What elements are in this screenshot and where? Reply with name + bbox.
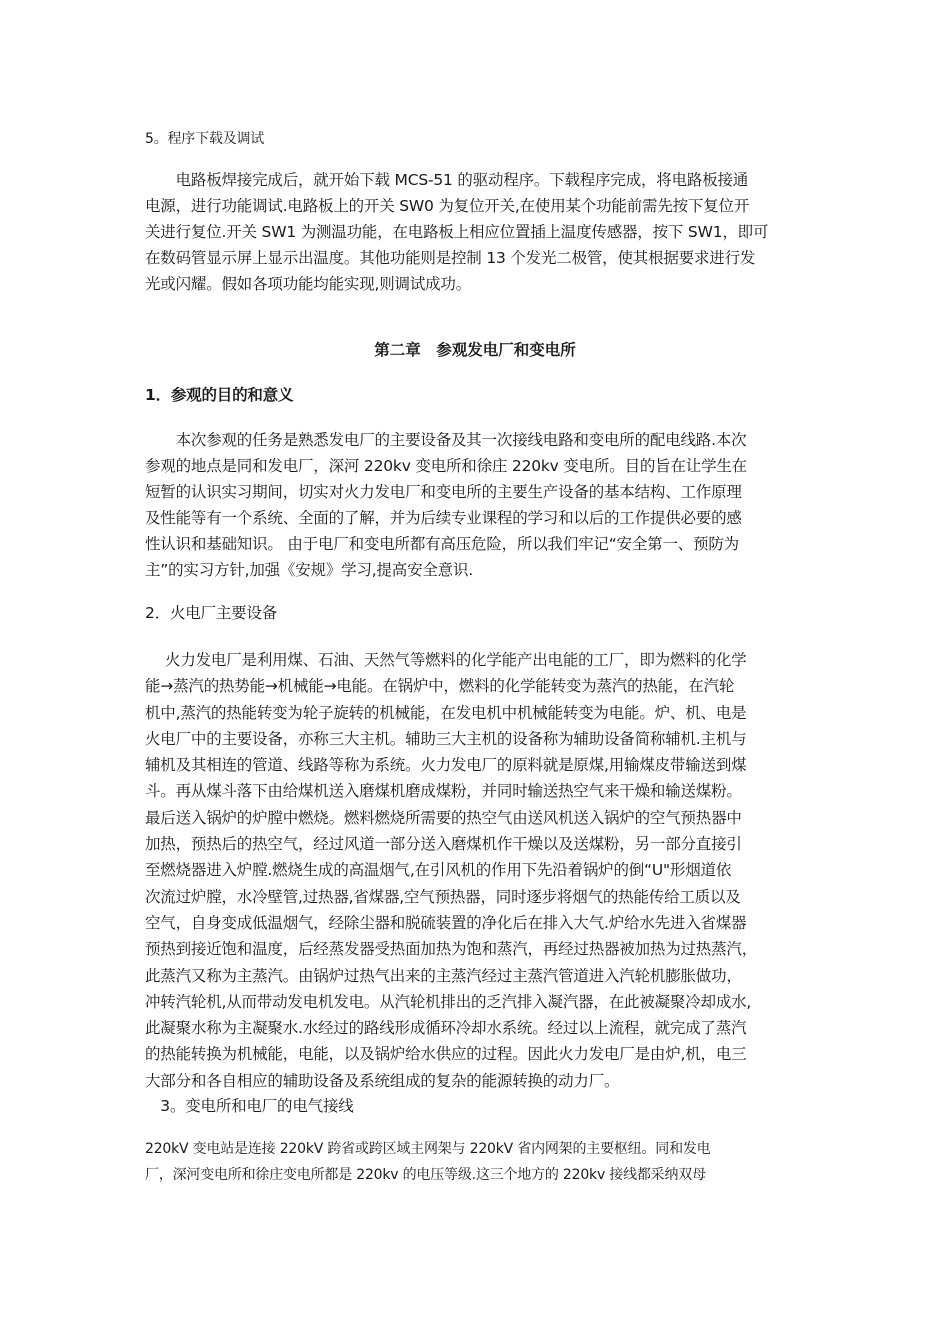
section-3-heading: 3。变电所和电厂的电气接线 <box>145 1097 354 1115</box>
section-3-paragraph: 220kV 变电站是连接 220kV 跨省或跨区域主网架与 220kV 省内网架的主要枢纽。同和发电 厂，深河变电所和徐庄变电所都是 220kv 的电压等级.这三个地方的 220kv 接线都采纳双母 <box>145 1141 711 1183</box>
section-2-paragraph: 火力发电厂是利用煤、石油、天然气等燃料的化学能产出电能的工厂，即为燃料的化学 能→蒸汽的热势能→机械能→电能。在锅炉中，燃料的化学能转变为蒸汽的热能，在汽轮 机中,蒸汽的热能转变为轮子旋转的机械能，在发电机中机械能转变为电能。炉、机、电是 火电厂中的主要设备，亦称三大主机。辅助三大主机的设备称为辅助设备简称辅机.主机与 辅机及其相连的管道、线路等称为系统。火力发电厂的原料就是原煤,用输煤皮带输送到煤 斗。再从煤斗落下由给煤机送入磨煤机磨成煤粉，并同时输送热空气来干燥和输送煤粉。 最后送入锅炉的炉膛中燃烧。燃料燃烧所需要的热空气由送风机送入锅炉的空气预热器中 加热，预热后的热空气，经过风道一部分送入磨煤机作干燥以及送煤粉，另一部分直接引 至燃烧器进入炉膛.燃烧生成的高温烟气,在引风机的作用下先沿着锅炉的倒“U"形烟道依 次流过炉膛，水冷壁管,过热器,省煤器,空气预热器，同时逐步将烟气的热能传给工质以及 空气，自身变成低温烟气，经除尘器和脱硫装置的净化后在排入大气.炉给水先进入省煤器 预热到接近饱和温度，后经蒸发器受热面加热为饱和蒸汽，再经过热器被加热为过热蒸汽， 此蒸汽又称为主蒸汽。由锅炉过热气出来的主蒸汽经过主蒸汽管道进入汽轮机膨胀做功， 冲转汽轮机,从而带动发电机发电。从汽轮机排出的乏汽排入凝汽器，在此被凝聚冷却成水, 此凝聚水称为主凝聚水.水经过的路线形成循环冷却水系统。经过以上流程，就完成了蒸汽 的热能转换为机械能，电能，以及锅炉给水供应的过程。因此火力发电厂是由炉,机，电三 大部分和各自相应的辅助设备及系统组成的复杂的能源转换的动力厂。 <box>145 651 758 1090</box>
section5-heading: 5。程序下载及调试 <box>145 131 265 147</box>
section-1-heading: 1．参观的目的和意义 <box>145 386 294 404</box>
section-2-heading: 2．火电厂主要设备 <box>145 604 278 622</box>
chapter-title: 第二章 参观发电厂和变电所 <box>374 341 576 359</box>
section5-paragraph: 电路板焊接完成后，就开始下载 MCS-51 的驱动程序。下载程序完成，将电路板接通 电源，进行功能调试.电路板上的开关 SW0 为复位开关,在使用某个功能前需先按下复位开 关进行复位.开关 SW1 为测温功能，在电路板上相应位置插上温度传感器，按下 SW1，即可 在数码管显示屏上显示出温度。其他功能则是控制 13 个发光二极管，使其根据要求进行发 光或闪耀。假如各项功能均能实现,则调试成功。 <box>145 171 769 293</box>
section-1-paragraph: 本次参观的任务是熟悉发电厂的主要设备及其一次接线电路和变电所的配电线路.本次 参观的地点是同和发电厂，深河 220kv 变电所和徐庄 220kv 变电所。目的旨在让学生在 短暂的认识实习期间，切实对火力发电厂和变电所的主要生产设备的基本结构、工作原理 及性能等有一个系统、全面的了解，并为后续专业课程的学习和以后的工作提供必要的感 性认识和基础知识。 由于电厂和变电所都有高压危险，所以我们牢记“安全第一、预防为 主”的实习方针,加强《安规》学习,提高安全意识. <box>145 431 747 579</box>
